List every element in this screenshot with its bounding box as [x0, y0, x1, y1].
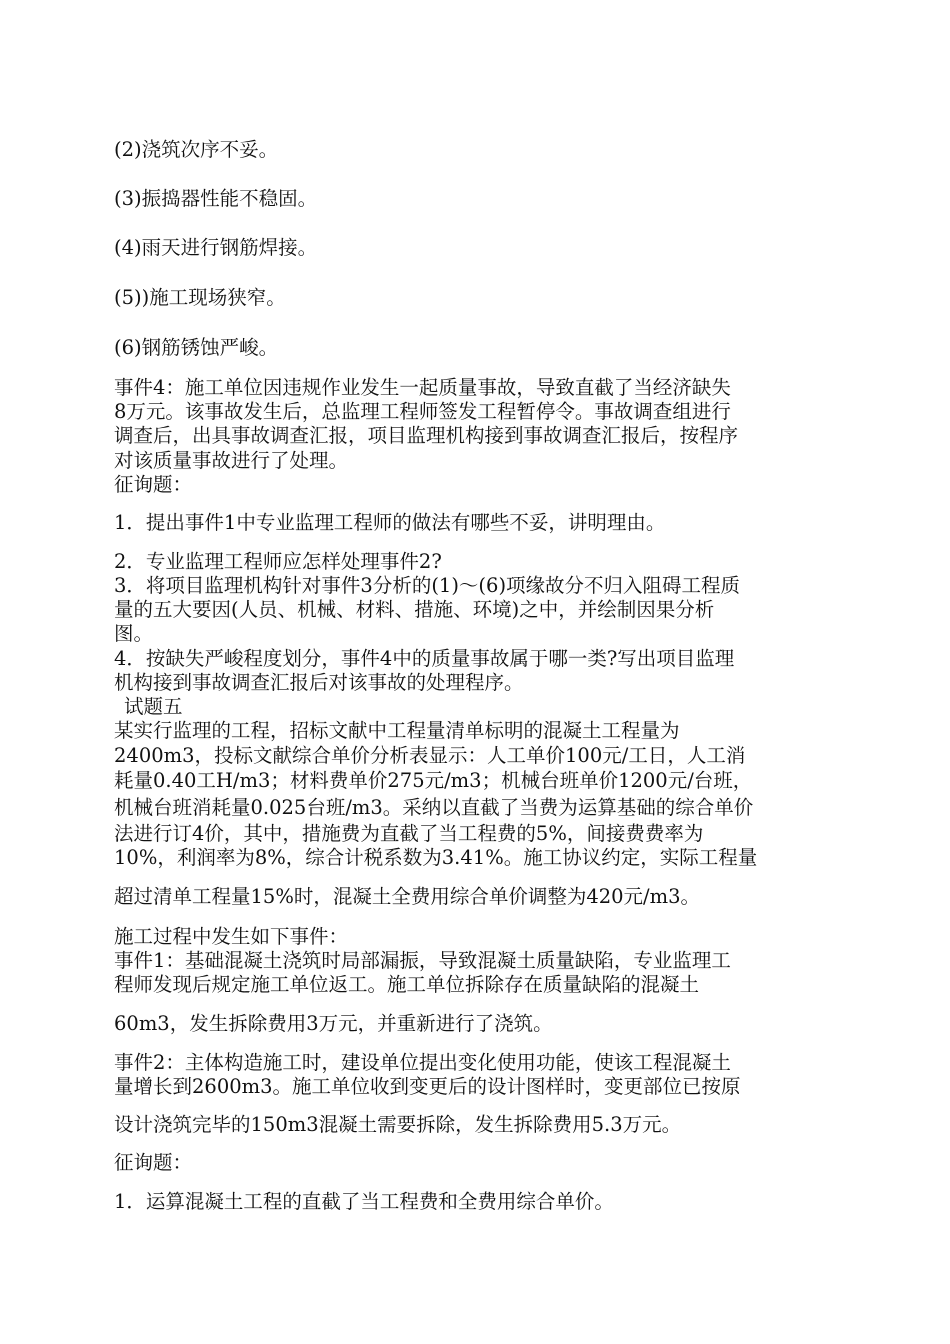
section-heading: 试题五	[124, 695, 183, 718]
text-line: 设计浇筑完毕的150m3混凝土需要拆除，发生拆除费用5.3万元。	[114, 1113, 682, 1136]
text-line: 2．专业监理工程师应怎样处理事件2?	[114, 550, 442, 573]
text-line: 10%，利润率为8%，综合计税系数为3.41%。施工协议约定，实际工程量	[114, 846, 758, 869]
text-line: 耗量0.40工H/m3；材料费单价275元/m3；机械台班单价1200元/台班，	[114, 769, 753, 792]
text-line: 事件1：基础混凝土浇筑时局部漏振，导致混凝土质量缺陷，专业监理工	[114, 949, 731, 972]
text-line: 量的五大要因(人员、机械、材料、措施、环境)之中，并绘制因果分析	[114, 598, 715, 621]
text-line: 8万元。该事故发生后，总监理工程师签发工程暂停令。事故调查组进行	[114, 400, 731, 423]
text-line: 2400m3，投标文献综合单价分析表显示：人工单价100元/工日，人工消	[114, 744, 746, 767]
text-line: 1．运算混凝土工程的直截了当工程费和全费用综合单价。	[114, 1190, 614, 1213]
text-line: 图。	[114, 622, 154, 645]
text-line: 机构接到事故调查汇报后对该事故的处理程序。	[114, 671, 524, 694]
text-line: (5))施工现场狭窄。	[114, 286, 286, 309]
text-line: 某实行监理的工程，招标文献中工程量清单标明的混凝土工程量为	[114, 719, 680, 742]
text-line: 4．按缺失严峻程度划分，事件4中的质量事故属于哪一类?写出项目监理	[114, 647, 735, 670]
text-line: (4)雨天进行钢筋焊接。	[114, 236, 318, 259]
text-line: 事件4：施工单位因违规作业发生一起质量事故，导致直截了当经济缺失	[114, 376, 731, 399]
text-line: 机械台班消耗量0.025台班/m3。采纳以直截了当费为运算基础的综合单价	[114, 796, 754, 819]
text-line: (6)钢筋锈蚀严峻。	[114, 336, 279, 359]
text-line: 3．将项目监理机构针对事件3分析的(1)～(6)项缘故分不归入阻碍工程质	[114, 574, 741, 597]
text-line: 征询题：	[114, 1151, 193, 1174]
text-line: 超过清单工程量15%时，混凝土全费用综合单价调整为420元/m3。	[114, 885, 701, 908]
text-line: 60m3，发生拆除费用3万元，并重新进行了浇筑。	[114, 1012, 553, 1035]
text-line: 事件2：主体构造施工时，建设单位提出变化使用功能，使该工程混凝土	[114, 1051, 731, 1074]
text-line: (3)振捣器性能不稳固。	[114, 187, 318, 210]
text-line: 量增长到2600m3。施工单位收到变更后的设计图样时，变更部位已按原	[114, 1075, 741, 1098]
text-line: 征询题：	[114, 473, 193, 496]
text-line: 调查后，出具事故调查汇报，项目监理机构接到事故调查汇报后，按程序	[114, 424, 739, 447]
text-line: (2)浇筑次序不妥。	[114, 138, 279, 161]
text-line: 程师发现后规定施工单位返工。施工单位拆除存在质量缺陷的混凝土	[114, 973, 700, 996]
text-line: 施工过程中发生如下事件：	[114, 925, 349, 948]
text-line: 对该质量事故进行了处理。	[114, 449, 349, 472]
text-line: 1．提出事件1中专业监理工程师的做法有哪些不妥，讲明理由。	[114, 511, 666, 534]
text-line: 法进行订4价，其中，措施费为直截了当工程费的5%，间接费费率为	[114, 822, 704, 845]
